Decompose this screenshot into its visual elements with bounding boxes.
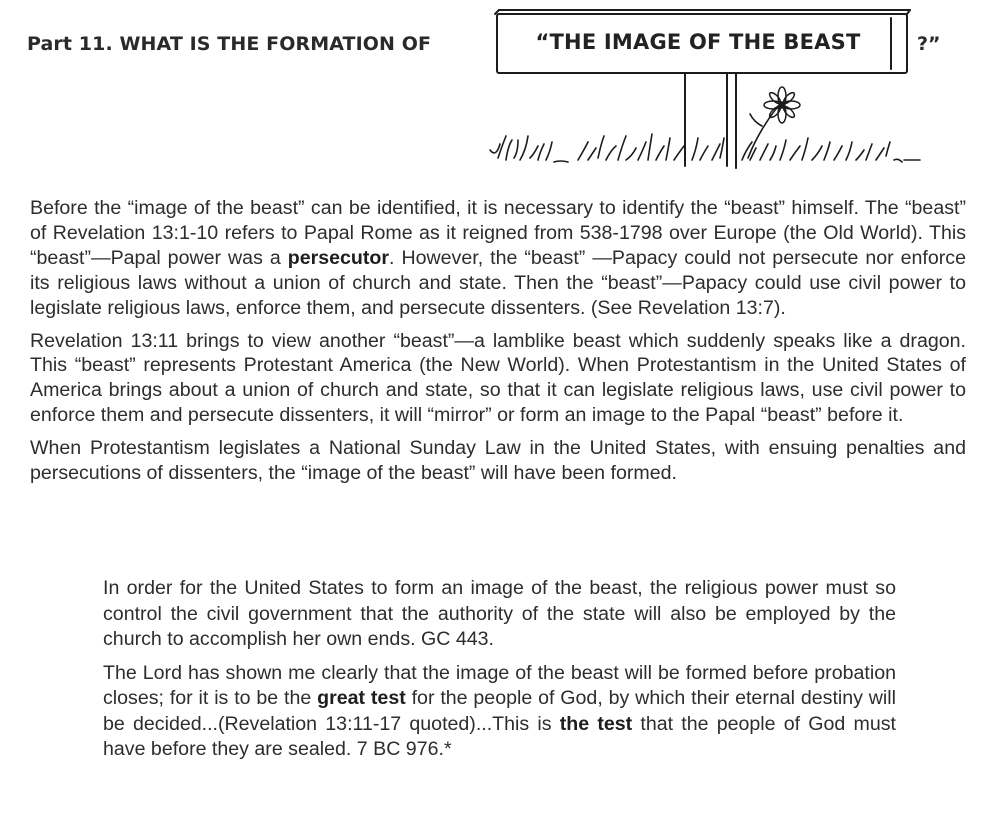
- body-text: [30, 196, 966, 494]
- signpost-illustration: [480, 0, 940, 180]
- paragraph-text: Before the “image of the beast” can be identified, it is necessary to identify the “beast” himself. The “beast” of Revelation 13:1-10 refers to Papal Rome as it reigned from 538-1798 over Europe (the Old World). This “beast”—Papal power was a: [30, 197, 966, 269]
- paragraph-1: [30, 196, 966, 321]
- quote-text: The Lord has shown me clearly that the image of the beast will be formed before probation closes; for it is to be the: [103, 661, 896, 709]
- paragraph-text: When Protestantism legislates a National Sunday Law in the United States, with ensuing penalties and persecutions of dissenters, the “image of the beast” will have been formed.: [30, 437, 966, 485]
- sign-title: “THE IMAGE OF THE BEAST: [535, 30, 861, 54]
- paragraph-2: [30, 329, 966, 429]
- quote-text: for the people of God, by which their eternal destiny will be decided...(Revelation 13:11-17 quoted)...This is: [103, 687, 896, 735]
- paragraph-3: [30, 436, 966, 486]
- quote-1: [103, 576, 896, 653]
- quote-text: that the people of God must have before they are sealed. 7 BC 976.*: [103, 712, 896, 760]
- block-quote: [103, 576, 896, 771]
- grass-strokes: [490, 106, 920, 162]
- part-title: Part 11. WHAT IS THE FORMATION OF: [27, 33, 432, 55]
- bold-term: great test: [317, 687, 406, 709]
- quote-2: [103, 661, 896, 763]
- paragraph-text: Revelation 13:11 brings to view another “beast”—a lamblike beast which suddenly speaks like a dragon. This “beast” represents Protestant America (the New World). When Protestantism in the United States of America brings about a union of church and state, so that it can legislate religious laws, use civil power to enforce them and persecute dissenters, it will “mirror” or form an image to the Papal “beast” before it.: [30, 329, 966, 427]
- paragraph-text: . However, the “beast” —Papacy could not persecute nor enforce its religious laws without a union of church and state. Then the “beast”—Papacy could use civil power to legislate religious laws, enforce them, and persecute dissenters. (See Revelation 13:7).: [30, 246, 966, 319]
- bold-term: persecutor: [287, 246, 390, 269]
- title-closing-mark: ?”: [917, 33, 941, 55]
- bold-term: the test: [559, 712, 633, 735]
- quote-text: In order for the United States to form an image of the beast, the religious power must so control the civil government that the authority of the state will also be employed by the church to accomplish her own ends. GC 443.: [103, 577, 896, 650]
